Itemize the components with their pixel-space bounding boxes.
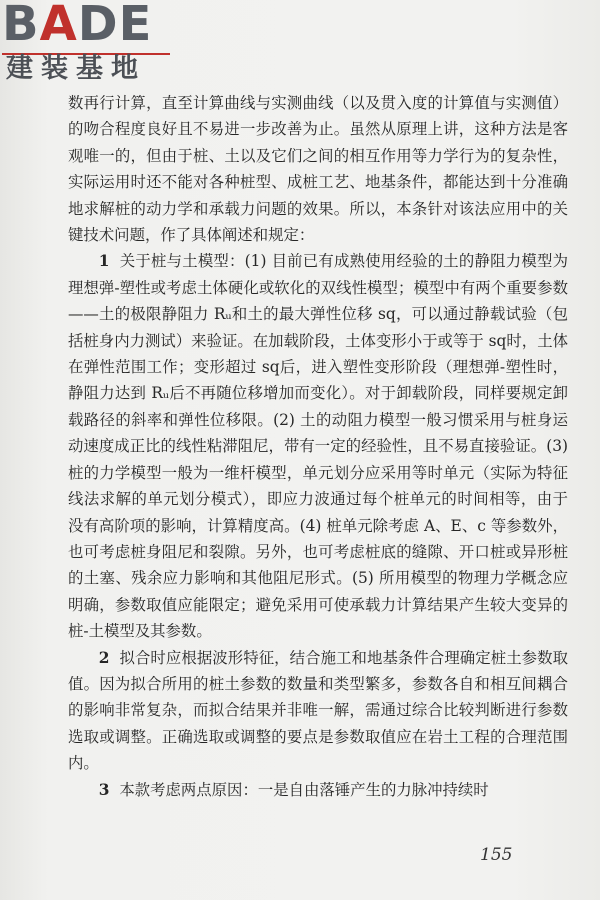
paragraph-item-3 xyxy=(68,777,568,803)
logo-subtitle: 建装基地 xyxy=(6,53,146,84)
page-number: 155 xyxy=(480,845,513,865)
paragraph-item-2 xyxy=(68,645,568,777)
paragraph-text: 本款考虑两点原因：一是自由落锤产生的力脉冲持续时 xyxy=(119,780,489,799)
body-text xyxy=(68,90,568,803)
bade-logo xyxy=(2,0,182,88)
item-number: 2 xyxy=(98,648,110,667)
paragraph-text: 关于桩与土模型：(1) 目前已有成熟使用经验的土的静阻力模型为理想弹-塑性或考虑土体硬化或软化的双线性模型；模型中有两个重要参数——土的极限静阻力 Rᵤ和土的最大弹性位移 sq，可以通过静载试验（包括桩身内力测试）来验证。在加载阶段，土体变形小于或等于 sq时，土体在弹性范围工作；变形超过 sq后，进入塑性变形阶段（理想弹-塑性时，静阻力达到 Rᵤ后不再随位移增加而变化）。对于卸载阶段，同样要规定卸载路径的斜率和弹性位移限。(2) 土的动阻力模型一般习惯采用与桩身运动速度成正比的线性粘滞阻尼，带有一定的经验性，且不易直接验证。(3) 桩的力学模型一般为一维杆模型，单元划分应采用等时单元（实际为特征线法求解的单元划分模式），即应力波通过每个桩单元的时间相等，由于没有高阶项的影响，计算精度高。(4) 桩单元除考虑 A、E、c 等参数外，也可考虑桩身阻尼和裂隙。另外，也可考虑桩底的缝隙、开口桩或异形桩的土塞、残余应力影响和其他阻尼形式。(5) 所用模型的物理力学概念应明确，参数取值应能限定；避免采用可使承载力计算结果产生较大变异的桩-土模型及其参数。 xyxy=(68,252,568,641)
paragraph-text: 拟合时应根据波形特征，结合施工和地基条件合理确定桩土参数取值。因为拟合所用的桩土参数的数量和类型繁多，参数各自和相互间耦合的影响非常复杂，而拟合结果并非唯一解，需通过综合比较判断进行参数选取或调整。正确选取或调整的要点是参数取值应在岩土工程的合理范围内。 xyxy=(68,648,568,773)
item-number: 1 xyxy=(98,252,110,271)
item-number: 3 xyxy=(98,780,110,799)
paragraph-intro xyxy=(68,90,568,248)
paragraph-text: 数再行计算，直至计算曲线与实测曲线（以及贯入度的计算值与实测值）的吻合程度良好且不易进一步改善为止。虽然从原理上讲，这种方法是客观唯一的，但由于桩、土以及它们之间的相互作用等力学行为的复杂性，实际运用时还不能对各种桩型、成桩工艺、地基条件，都能达到十分准确地求解桩的动力学和承载力问题的效果。所以，本条针对该法应用中的关键技术问题，作了具体阐述和规定： xyxy=(68,94,568,245)
logo-wordmark: BADE xyxy=(2,0,153,52)
paragraph-item-1 xyxy=(68,248,568,644)
